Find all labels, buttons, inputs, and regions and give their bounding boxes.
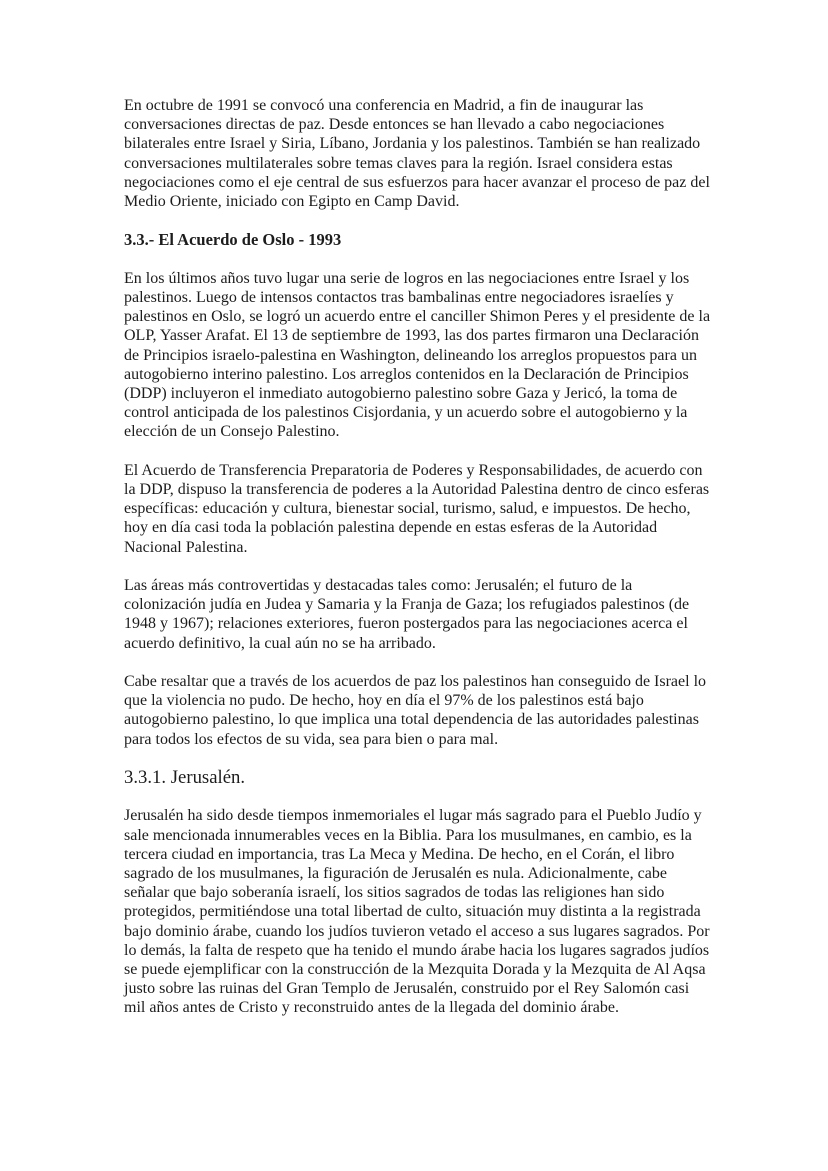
paragraph-jerusalem-history: Jerusalén ha sido desde tiempos inmemoriales el lugar más sagrado para el Pueblo Judío y sale mencionada innumerables veces en la Biblia. Para los musulmanes, en cambio, es la tercera ciudad en importancia, tras La Meca y Medina. De hecho, en el Corán, el libro sagrado de los musulmanes, la figuración de Jerusalén es nula. Adicionalmente, cabe señalar que bajo soberanía israelí, los sitios sagrados de todas las religiones han sido protegidos, permitiéndose una total libertad de culto, situación muy distinta a la registrada bajo dominio árabe, cuando los judíos tuvieron vetado el acceso a sus lugares sagrados. Por lo demás, la falta de respeto que ha tenido el mundo árabe hacia los lugares sagrados judíos se puede ejemplificar con la construcción de la Mezquita Dorada y la Mezquita de Al Aqsa justo sobre las ruinas del Gran Templo de Jerusalén, construido por el Rey Salomón casi mil años antes de Cristo y reconstruido antes de la llegada del dominio árabe. xyxy=(124,807,710,1017)
section-heading-oslo-accord: 3.3.- El Acuerdo de Oslo - 1993 xyxy=(124,230,342,250)
paragraph-controversial-areas: Las áreas más controvertidas y destacadas tales como: Jerusalén; el futuro de la colonización judía en Judea y Samaria y la Franja de Gaza; los refugiados palestinos (de 1948 y 1967); relaciones exteriores, fueron postergados para las negociaciones acerca el acuerdo definitivo, la cual aún no se ha arribado. xyxy=(124,577,690,652)
paragraph-declaration-of-principles: En los últimos años tuvo lugar una serie de logros en las negociaciones entre Israel y los palestinos. Luego de intensos contactos tras bambalinas entre negociadores israelíes y palestinos en Oslo, se logró un acuerdo entre el canciller Shimon Peres y el presidente de la OLP, Yasser Arafat. El 13 de septiembre de 1993, las dos partes firmaron una Declaración de Principios israelo-palestina en Washington, delineando los arreglos propuestos para un autogobierno interino palestino. Los arreglos contenidos en la Declaración de Principios (DDP) incluyeron el inmediato autogobierno palestino sobre Gaza y Jericó, la toma de control anticipada de los palestinos Cisjordania, y un acuerdo sobre el autogobierno y la elección de un Consejo Palestino. xyxy=(124,269,711,441)
paragraph-transfer-of-powers: El Acuerdo de Transferencia Preparatoria de Poderes y Responsabilidades, de acuerdo con la DDP, dispuso la transferencia de poderes a la Autoridad Palestina dentro de cinco esferas específicas: educación y cultura, bienestar social, turismo, salud, e impuestos. De hecho, hoy en día casi toda la población palestina depende en estas esferas de la Autoridad Nacional Palestina. xyxy=(124,461,710,556)
subsection-heading-jerusalem: 3.3.1. Jerusalén. xyxy=(124,767,246,789)
document-text-column xyxy=(124,96,713,1037)
paragraph-madrid-conference: En octubre de 1991 se convocó una conferencia en Madrid, a fin de inaugurar las conversaciones directas de paz. Desde entonces se han llevado a cabo negociaciones bilaterales entre Israel y Siria, Líbano, Jordania y los palestinos. También se han realizado conversaciones multilaterales sobre temas claves para la región. Israel considera estas negociaciones como el eje central de sus esfuerzos para hacer avanzar el proceso de paz del Medio Oriente, iniciado con Egipto en Camp David. xyxy=(124,97,710,211)
paragraph-peace-accords-result: Cabe resaltar que a través de los acuerdos de paz los palestinos han conseguido de Israel lo que la violencia no pudo. De hecho, hoy en día el 97% de los palestinos está bajo autogobierno palestino, lo que implica una total dependencia de las autoridades palestinas para todos los efectos de su vida, sea para bien o para mal. xyxy=(124,673,707,748)
